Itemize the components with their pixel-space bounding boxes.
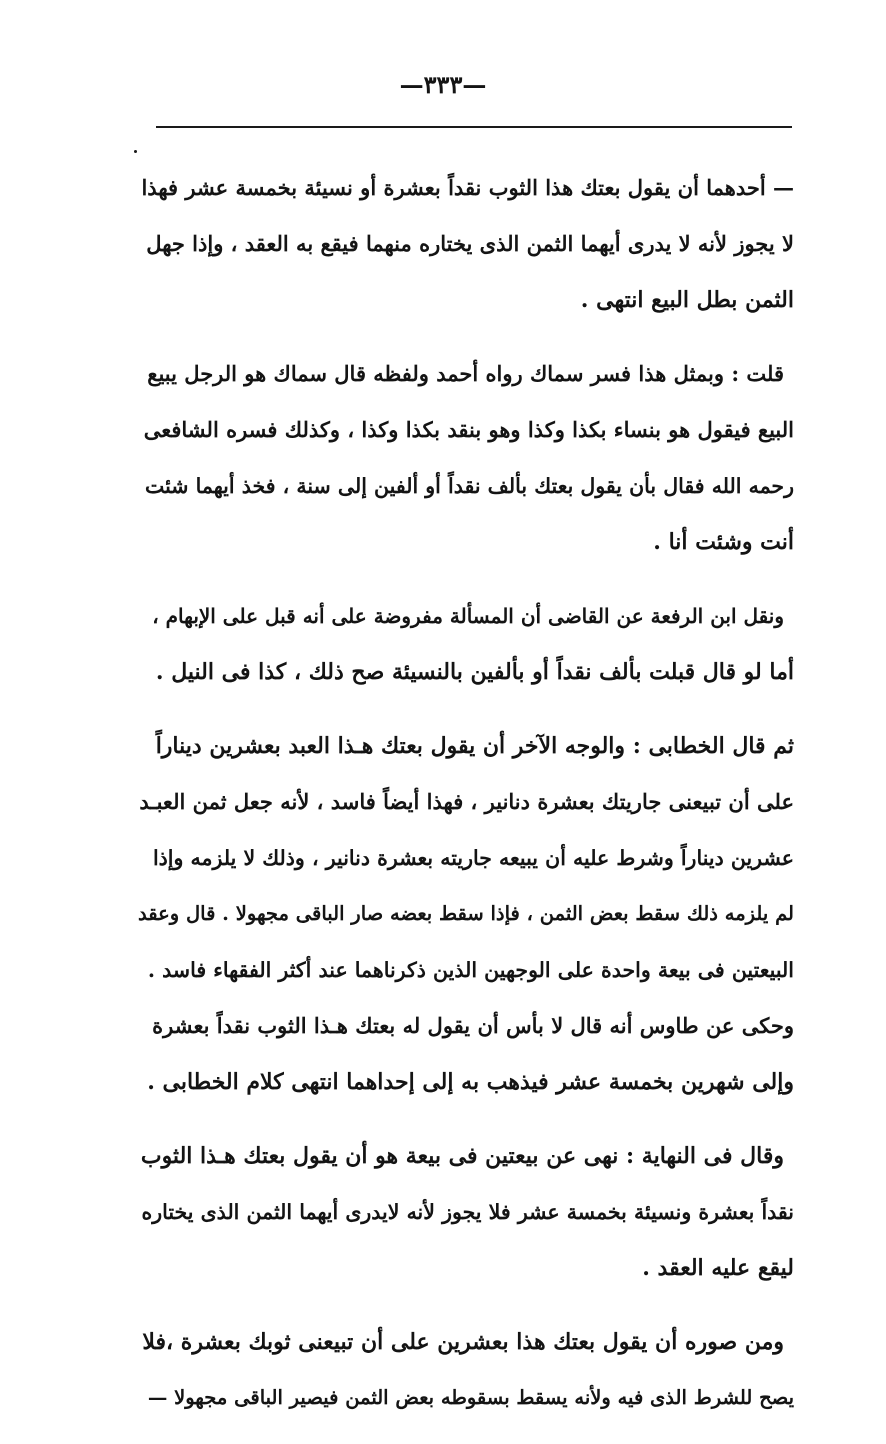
text-line: يصح للشرط الذى فيه ولأنه يسقط بسقوطه بعض الثمن فيصير الباقى مجهولا — (147, 1386, 794, 1409)
text-line: أنت وشئت أنا . (653, 529, 794, 555)
text-line: البيع فيقول هو بنساء بكذا وكذا وهو بنقد بكذا وكذا ، وكذلك فسره الشافعى (143, 417, 794, 442)
text-line: قلت : وبمثل هذا فسر سماك رواه أحمد ولفظه قال سماك هو الرجل يبيع (147, 361, 784, 386)
text-line: ليقع عليه العقد . (642, 1255, 794, 1281)
paragraph-2 (138, 346, 794, 570)
text-line: الثمن بطل البيع انتهى . (580, 287, 794, 313)
text-line: ثم قال الخطابى : والوجه الآخر أن يقول بعتك هـذا العبد بعشرين ديناراً (155, 733, 794, 759)
paragraph-3 (138, 588, 794, 700)
margin-dot (134, 150, 137, 153)
text-line: وإلى شهرين بخمسة عشر فيذهب به إلى إحداهما انتهى كلام الخطابى . (147, 1069, 794, 1095)
text-line: رحمه الله فقال بأن يقول بعتك بألف نقداً أو ألفين إلى سنة ، فخذ أيهما شئت (144, 474, 794, 498)
text-line: لا يجوز لأنه لا يدرى أيهما الثمن الذى يختاره منهما فيقع به العقد ، وإذا جهل (146, 231, 794, 256)
paragraph-6 (138, 1314, 794, 1426)
text-line: نقداً بعشرة ونسيئة بخمسة عشر فلا يجوز لأنه لايدرى أيهما الثمن الذى يختاره (141, 1200, 794, 1224)
paragraph-1 (138, 160, 794, 328)
header-rule (156, 126, 792, 128)
paragraph-5 (138, 1128, 794, 1296)
text-line: وقال فى النهاية : نهى عن بيعتين فى بيعة هو أن يقول بعتك هـذا الثوب (140, 1143, 784, 1169)
text-line: عشرين ديناراً وشرط عليه أن يبيعه جاريته بعشرة دنانير ، وذلك لا يلزمه وإذا (152, 846, 794, 870)
page-number: —٣٣٣— (399, 70, 487, 99)
text-line: وحكى عن طاوس أنه قال لا بأس أن يقول له بعتك هـذا الثوب نقداً بعشرة (152, 1013, 794, 1038)
body-text (138, 160, 794, 1444)
text-line: ومن صوره أن يقول بعتك هذا بعشرين على أن تبيعنى ثوبك بعشرة ،فلا (142, 1329, 784, 1355)
text-line: — أحدهما أن يقول بعتك هذا الثوب نقداً بعشرة أو نسيئة بخمسة عشر فهذا (141, 175, 794, 200)
text-line: على أن تبيعنى جاريتك بعشرة دنانير ، فهذا أيضاً فاسد ، لأنه جعل ثمن العبـد (139, 789, 794, 814)
paragraph-4 (138, 718, 794, 1110)
text-line: لم يلزمه ذلك سقط بعض الثمن ، فإذا سقط بعضه صار الباقى مجهولا . قال وعقد (138, 902, 794, 925)
text-line: البيعتين فى بيعة واحدة على الوجهين الذين ذكرناهما عند أكثر الفقهاء فاسد . (147, 958, 794, 982)
text-line: ونقل ابن الرفعة عن القاضى أن المسألة مفروضة على أنه قبل على الإبهام ، (152, 604, 784, 628)
text-line: أما لو قال قبلت بألف نقداً أو بألفين بالنسيئة صح ذلك ، كذا فى النيل . (155, 659, 794, 685)
